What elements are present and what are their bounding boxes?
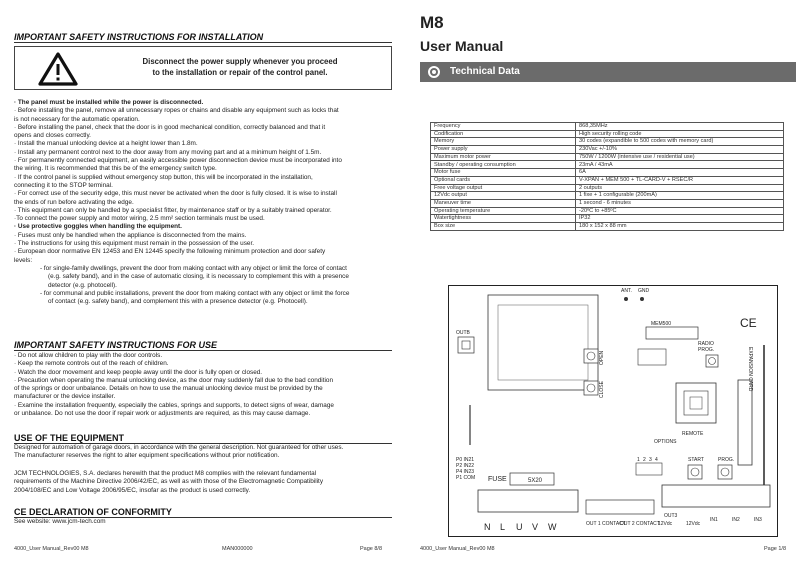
spec-value: 23mA / 43mA <box>576 161 784 169</box>
footer-doc-id: 4000_User Manual_Rev00 M8 <box>14 546 89 552</box>
radio-prog-button <box>706 355 718 367</box>
use-instruction-line: · Examine the installation frequently, especially the cables, springs and supports, to detect signs of wear, damage <box>14 401 334 409</box>
spec-label: Maximum motor power <box>431 153 576 161</box>
input-label: P0 IN21 <box>456 457 475 463</box>
instruction-line: the wiring. It is recommended that this be of the emergency switch type. <box>14 165 217 173</box>
use-of-equipment-heading: USE OF THE EQUIPMENT <box>14 433 125 443</box>
terminal-w: W <box>548 522 557 532</box>
out2-label: OUT 2 CONTACT <box>620 521 660 527</box>
dip-3: 3 <box>649 457 652 463</box>
product-title: M8 <box>420 13 444 32</box>
section-bullet-icon <box>428 66 440 78</box>
in3-label: IN3 <box>754 517 762 523</box>
start-label: START <box>688 457 704 463</box>
out1-label: OUT 1 CONTACT <box>586 521 626 527</box>
instruction-line: levels: <box>14 256 33 264</box>
instruction-line: is not necessary for the automatic operation. <box>14 115 140 123</box>
technical-data-title: Technical Data <box>450 66 520 77</box>
spec-row <box>431 222 784 230</box>
spec-value: 750W / 1200W (intensive use / residential use) <box>576 153 784 161</box>
ant-label: ANT. <box>621 288 632 294</box>
spec-row <box>431 130 784 138</box>
outb-connector <box>458 337 474 353</box>
spec-value: High security rolling code <box>576 130 784 138</box>
ce-declaration-heading: CE DECLARATION OF CONFORMITY <box>14 507 172 517</box>
fuse-label: FUSE <box>488 476 507 483</box>
spec-row <box>431 123 784 131</box>
close-label: CLOSE <box>599 381 605 398</box>
instruction-line: · This equipment can only be handled by a specialist fitter, by maintenance staff or by a suitably trained operator. <box>14 206 332 214</box>
instruction-line: opens and closes correctly. <box>14 132 91 140</box>
options-label: OPTIONS <box>654 439 677 445</box>
spec-label: Operating temperature <box>431 207 576 215</box>
instruction-line: the ends of run before activating the edge. <box>14 198 134 206</box>
heading-rule <box>14 350 392 351</box>
spec-label: Frequency <box>431 123 576 131</box>
spec-label: Watertightness <box>431 215 576 223</box>
use-instruction-line: manufacturer or the device installer. <box>14 393 116 401</box>
instruction-line: · If the control panel is supplied without emergency stop button, this will be incorporated in the installation, <box>14 173 313 181</box>
mem500-slot <box>646 327 698 339</box>
remote-connector <box>676 383 716 423</box>
technical-data-banner <box>420 62 796 82</box>
radio-prog-label: PROG. <box>698 347 715 353</box>
declaration-line: JCM TECHNOLOGIES, S.A. declares herewith that the product M8 complies with the relevant fundamental <box>14 470 317 477</box>
transformer <box>488 295 598 390</box>
use-instruction-line: · Keep the remote controls out of the reach of children. <box>14 360 169 368</box>
instruction-line: - for communal and public installations, prevent the door from making contact with any object or limit the force <box>40 289 350 297</box>
terminal-n: N <box>484 522 491 532</box>
dip-switch <box>636 463 662 475</box>
spec-row <box>431 207 784 215</box>
spec-table <box>430 122 784 231</box>
instruction-line: · Use protective goggles when handling the equipment. <box>14 223 182 231</box>
control-board-diagram <box>448 285 778 537</box>
use-safety-heading: IMPORTANT SAFETY INSTRUCTIONS FOR USE <box>14 340 218 350</box>
open-label: OPEN <box>599 350 605 365</box>
spec-row <box>431 215 784 223</box>
radio-label: RADIO <box>698 341 714 347</box>
input-terminal-block <box>662 485 770 507</box>
instruction-line: - for single-family dwellings, prevent the door from making contact with any object or limit the force of contact <box>40 264 347 272</box>
dip-1: 1 <box>637 457 640 463</box>
use-instruction-line: · Watch the door movement and keep people away until the door is fully open or closed. <box>14 368 263 376</box>
input-label: P2 IN22 <box>456 463 475 469</box>
use-instruction-line: · Do not allow children to play with the door controls. <box>14 352 163 359</box>
outb-label: OUTB <box>456 330 470 336</box>
prog-label: PROG. <box>718 457 735 463</box>
prog-button <box>718 465 732 479</box>
instruction-line: detector (e.g. photocell). <box>48 281 117 289</box>
spec-value: 2 outputs <box>576 184 784 192</box>
instruction-line: · For permanently connected equipment, an easily accessible power disconnection device must be incorporated into <box>14 157 342 165</box>
open-button <box>584 349 598 363</box>
use-instructions <box>14 352 394 418</box>
in2-label: IN2 <box>732 517 740 523</box>
instruction-line: · Fuses must only be handled when the appliance is disconnected from the mains. <box>14 231 247 239</box>
equipment-line: The manufacturer reserves the right to alter equipment specifications without prior notification. <box>14 452 280 460</box>
instruction-line: connecting it to the STOP terminal. <box>14 181 113 189</box>
spec-value: 30 codes (expandible to 500 codes with memory card) <box>576 138 784 146</box>
spec-label: Motor fuse <box>431 169 576 177</box>
instruction-line: (e.g. safety band), and in the case of automatic closing, it is necessary to complement this with a presence <box>48 273 349 281</box>
spec-row <box>431 184 784 192</box>
remote-label: REMOTE <box>682 431 704 437</box>
instruction-line: · For correct use of the security edge, this must never be activated when the door is fully closed. It is wise to install <box>14 190 337 198</box>
installation-safety-heading: IMPORTANT SAFETY INSTRUCTIONS FOR INSTALLATION <box>14 32 264 42</box>
spec-row <box>431 161 784 169</box>
right-page <box>404 0 808 572</box>
gnd-label: GND <box>638 288 650 294</box>
spec-value: IP32 <box>576 215 784 223</box>
heading-rule <box>14 42 392 43</box>
spec-label: Codification <box>431 130 576 138</box>
jcm-declaration <box>14 470 394 495</box>
expansion-card-slot <box>738 380 752 465</box>
v12a-label: 12Vdc <box>658 521 673 527</box>
ce-mark: CE <box>740 316 757 330</box>
start-button <box>688 465 702 479</box>
in1-label: IN1 <box>710 517 718 523</box>
spec-label: 12Vdc output <box>431 192 576 200</box>
instruction-line: · Install the manual unlocking device at a height lower than 1.8m. <box>14 140 198 148</box>
spec-row <box>431 169 784 177</box>
footer-page: Page 1/8 <box>764 546 787 552</box>
spec-label: Box size <box>431 222 576 230</box>
equipment-text <box>14 444 394 461</box>
use-instruction-line: · Precaution when operating the manual unlocking device, as the door may suddenly fall due to the bad condition <box>14 376 334 384</box>
ic-chip <box>638 349 666 365</box>
power-terminal-block <box>478 490 578 512</box>
fuse-value: 5X20 <box>528 478 543 484</box>
spec-value: 1 fixe + 1 configurable (200mA) <box>576 192 784 200</box>
mem500-label: MEM500 <box>651 321 672 327</box>
spec-value: 868,35MHz <box>576 123 784 131</box>
manual-subtitle: User Manual <box>420 38 504 54</box>
spec-row <box>431 192 784 200</box>
instruction-line: · Before installing the panel, check that the door is in good mechanical condition, correctly balanced and that it <box>14 123 326 131</box>
instruction-line: · The panel must be installed while the power is disconnected. <box>14 99 204 106</box>
terminal-v: V <box>532 522 539 532</box>
instruction-line: · European door normative EN 12453 and EN 12445 specify the following minimum protection and door safety <box>14 248 326 256</box>
spec-label: Free voltage output <box>431 184 576 192</box>
declaration-line: requirements of the Machine Directive 2006/42/EC, as well as with those of the Electromagnetic Compatibility <box>14 478 324 486</box>
spec-row <box>431 176 784 184</box>
footer-code: MAN000000 <box>222 546 253 552</box>
terminal-u: U <box>516 522 523 532</box>
warning-triangle-icon <box>37 51 79 87</box>
spec-value: 230Vac +/-10% <box>576 146 784 154</box>
instruction-line: of contact (e.g. safety band), and complement this with a presence detector (e.g. Photocell). <box>48 298 308 306</box>
spec-label: Optional cards <box>431 176 576 184</box>
instruction-line: · Install any permanent control next to the door away from any moving part and at a minimum height of 1.5m. <box>14 148 322 156</box>
terminal-l: L <box>500 522 506 532</box>
installation-instructions <box>14 99 394 306</box>
spec-row <box>431 146 784 154</box>
warning-text <box>105 56 375 78</box>
input-label: P1 COM <box>456 475 476 481</box>
spec-value: V-XPAN + MEM 500 + TL-CARD-V + RSEC/R <box>576 176 784 184</box>
output-terminal-block <box>586 500 654 514</box>
instruction-line: · Before installing the panel, remove all unnecessary ropes or chains and disable any equipment such as locks that <box>14 107 339 115</box>
instruction-line: ·To connect the power supply and motor wiring, 2.5 mm² section terminals must be used. <box>14 215 265 223</box>
spec-label: Memory <box>431 138 576 146</box>
equipment-line: Designed for automation of garage doors, in accordance with the general description. Not guaranteed for other uses. <box>14 444 344 451</box>
spec-label: Maneuver time <box>431 199 576 207</box>
out3-label: OUT3 <box>664 513 678 519</box>
input-label: P4 IN23 <box>456 469 475 475</box>
use-instruction-line: of the springs or door unbalance. Details on how to use the manual unlocking device must be provided by the <box>14 385 323 393</box>
v12b-label: 12Vdc <box>686 521 701 527</box>
expansion-label: EXPANSION CARD <box>747 347 753 392</box>
spec-value: 1 second - 6 minutes <box>576 199 784 207</box>
spec-label: Power supply <box>431 146 576 154</box>
spec-row <box>431 153 784 161</box>
dip-4: 4 <box>655 457 658 463</box>
warning-line: Disconnect the power supply whenever you proceed <box>142 57 338 66</box>
footer-doc-id: 4000_User Manual_Rev00 M8 <box>420 546 495 552</box>
instruction-line: · The instructions for using this equipment must remain in the possession of the user. <box>14 240 255 248</box>
dip-2: 2 <box>643 457 646 463</box>
spec-row <box>431 138 784 146</box>
use-instruction-line: or unbalance. Do not use the door if repair work or adjustments are required, as this may cause damage. <box>14 410 311 418</box>
power-warning-box <box>14 46 392 90</box>
spec-row <box>431 199 784 207</box>
spec-value: 180 x 152 x 88 mm <box>576 222 784 230</box>
declaration-line: 2004/108/EC and Low Voltage 2006/95/EC, insofar as the product is used correctly. <box>14 486 251 494</box>
spec-value: -20ºC to +85ºC <box>576 207 784 215</box>
ce-website: See website: www.jcm-tech.com <box>14 518 106 525</box>
spec-value: 6A <box>576 169 784 177</box>
close-button <box>584 381 598 395</box>
gnd-terminal <box>640 297 644 301</box>
warning-line: to the installation or repair of the control panel. <box>152 68 328 77</box>
footer-page: Page 8/8 <box>360 546 383 552</box>
ant-terminal <box>624 297 628 301</box>
spec-label: Standby / operating consumption <box>431 161 576 169</box>
